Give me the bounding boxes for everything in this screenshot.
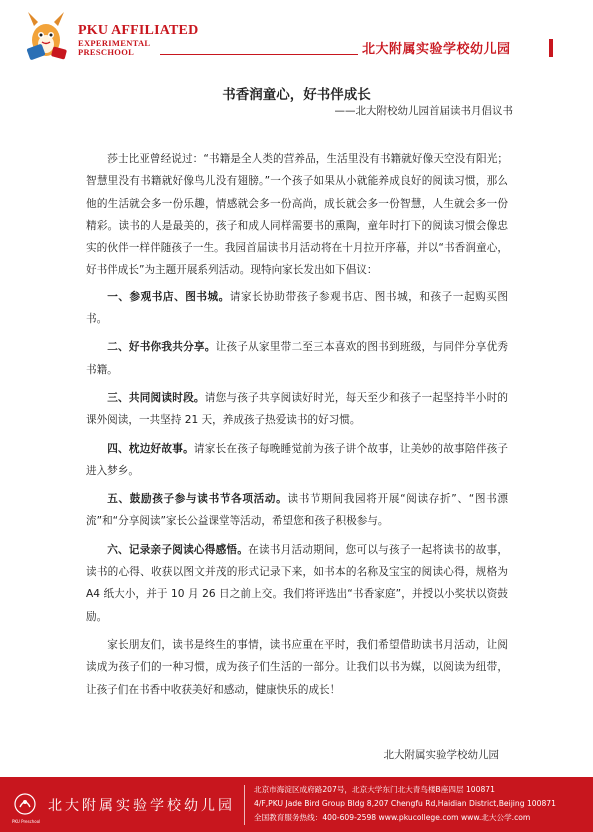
- paragraph-item-6: [86, 539, 508, 628]
- paragraph-item-1: [86, 286, 508, 331]
- header-rule: [160, 54, 358, 55]
- brand-line-2: EXPERIMENTAL: [78, 37, 151, 48]
- paragraph-item-5: [86, 488, 508, 533]
- paragraph-text: 让孩子从家里带二至三本喜欢的图书到班级，与同伴分享优秀书籍。: [86, 341, 509, 376]
- document-signature: 北大附属实验学校幼儿园: [383, 749, 499, 761]
- paragraph-text: 在读书月活动期间，您可以与孩子一起将读书的故事，读书的心得、收获以图文并茂的形式记录下来，如书本的名称及宝宝的阅读心得，规格为 A4 纸大小，并于 10 月 26 日之前上交。我们将评选出“书香家庭”，并授以小奖状以资鼓励。: [86, 543, 509, 623]
- footer-bar: [0, 777, 593, 832]
- paragraph-heading: 三、共同阅读时段。: [107, 391, 205, 404]
- paragraph-heading: 五、鼓励孩子参与读书节各项活动。: [107, 493, 288, 506]
- paragraph-text: 家长朋友们，读书是终生的事情，读书应重在平时，我们希望借助读书月活动，让阅读成为孩子们的一种习惯，成为孩子们生活的一部分。让我们以书为媒，以阅读为纽带，让孩子们在书香中收获美好和感动，健康快乐的成长！: [86, 638, 508, 696]
- mascot-logo-icon: [22, 8, 70, 66]
- paragraph-heading: 六、记录亲子阅读心得感悟。: [107, 543, 249, 556]
- paragraph-text: 请家长协助带孩子参观书店、图书城，和孩子一起购买图书。: [86, 290, 508, 326]
- paragraph-item-3: [86, 387, 508, 432]
- paragraph-text: 请家长在孩子每晚睡觉前为孩子讲个故事，让美妙的故事陪伴孩子进入梦乡。: [86, 442, 509, 477]
- document-subtitle: ——北大附校幼儿园首届读书月倡议书: [334, 105, 513, 117]
- paragraph-heading: 二、好书你我共分享。: [107, 341, 216, 354]
- paragraph-text: 莎士比亚曾经说过：“书籍是全人类的营养品，生活里没有书籍就好像天空没有阳光；智慧里没有书籍就好像鸟儿没有翅膀。”一个孩子如果从小就能养成良好的阅读习惯，那么他的生活就会多一份乐趣，情感就会多一份高尚，成长就会多一份智慧，人生就会多一份精彩。读书的人是最美的，孩子和成人同样需要书的熏陶，童年时打下的阅读习惯会像忠实的伙伴一样伴随孩子一生。我园首届读书月活动将在十月拉开序幕，并以“书香润童心，好书伴成长”为主题开展系列活动。现特向家长发出如下倡议：: [86, 153, 508, 277]
- paragraph-text: 请您与孩子共享阅读好时光，每天至少和孩子一起坚持半小时的课外阅读，一共坚持 21 天，养成孩子热爱读书的好习惯。: [86, 391, 509, 427]
- seal-caption: PKU Preschool: [12, 819, 41, 824]
- paragraph-heading: 四、枕边好故事。: [107, 442, 194, 455]
- brand-name-en: [78, 24, 198, 57]
- paragraph-heading: 一、参观书店、图书城。: [107, 290, 230, 303]
- brand-line-1: PKU AFFILIATED: [78, 23, 199, 38]
- document-title: 书香润童心，好书伴成长: [222, 87, 371, 103]
- footer-contact: [254, 783, 556, 825]
- footer-hotline: 全国教育服务热线：400-609-2598 www.pkucollege.com www.北大公学.com: [254, 813, 531, 822]
- paragraph-intro: [86, 148, 508, 282]
- footer-address-en: 4/F,PKU Jade Bird Group Bldg 8,207 Chengfu Rd,Haidian District,Beijing 100871: [254, 799, 556, 808]
- document-body: [86, 148, 508, 707]
- brand-line-3: PRESCHOOL: [78, 46, 135, 57]
- paragraph-item-2: [86, 336, 508, 381]
- paragraph-text: 读书节期间我园将开展“阅读存折”、“图书漂流”和“分享阅读”家长公益课堂等活动，希望您和孩子积极参与。: [86, 493, 509, 528]
- paragraph-item-4: [86, 438, 508, 483]
- paragraph-closing: [86, 634, 508, 701]
- footer-school-name: 北大附属实验学校幼儿园: [48, 798, 235, 814]
- footer-address-cn: 北京市海淀区成府路207号，北京大学东门北大青鸟楼B座四层 100871: [254, 785, 495, 794]
- school-seal-icon: [14, 793, 36, 815]
- header-school-name: 北大附属实验学校幼儿园: [362, 42, 511, 57]
- header-accent-bar: [549, 39, 553, 57]
- footer-divider: [244, 785, 245, 825]
